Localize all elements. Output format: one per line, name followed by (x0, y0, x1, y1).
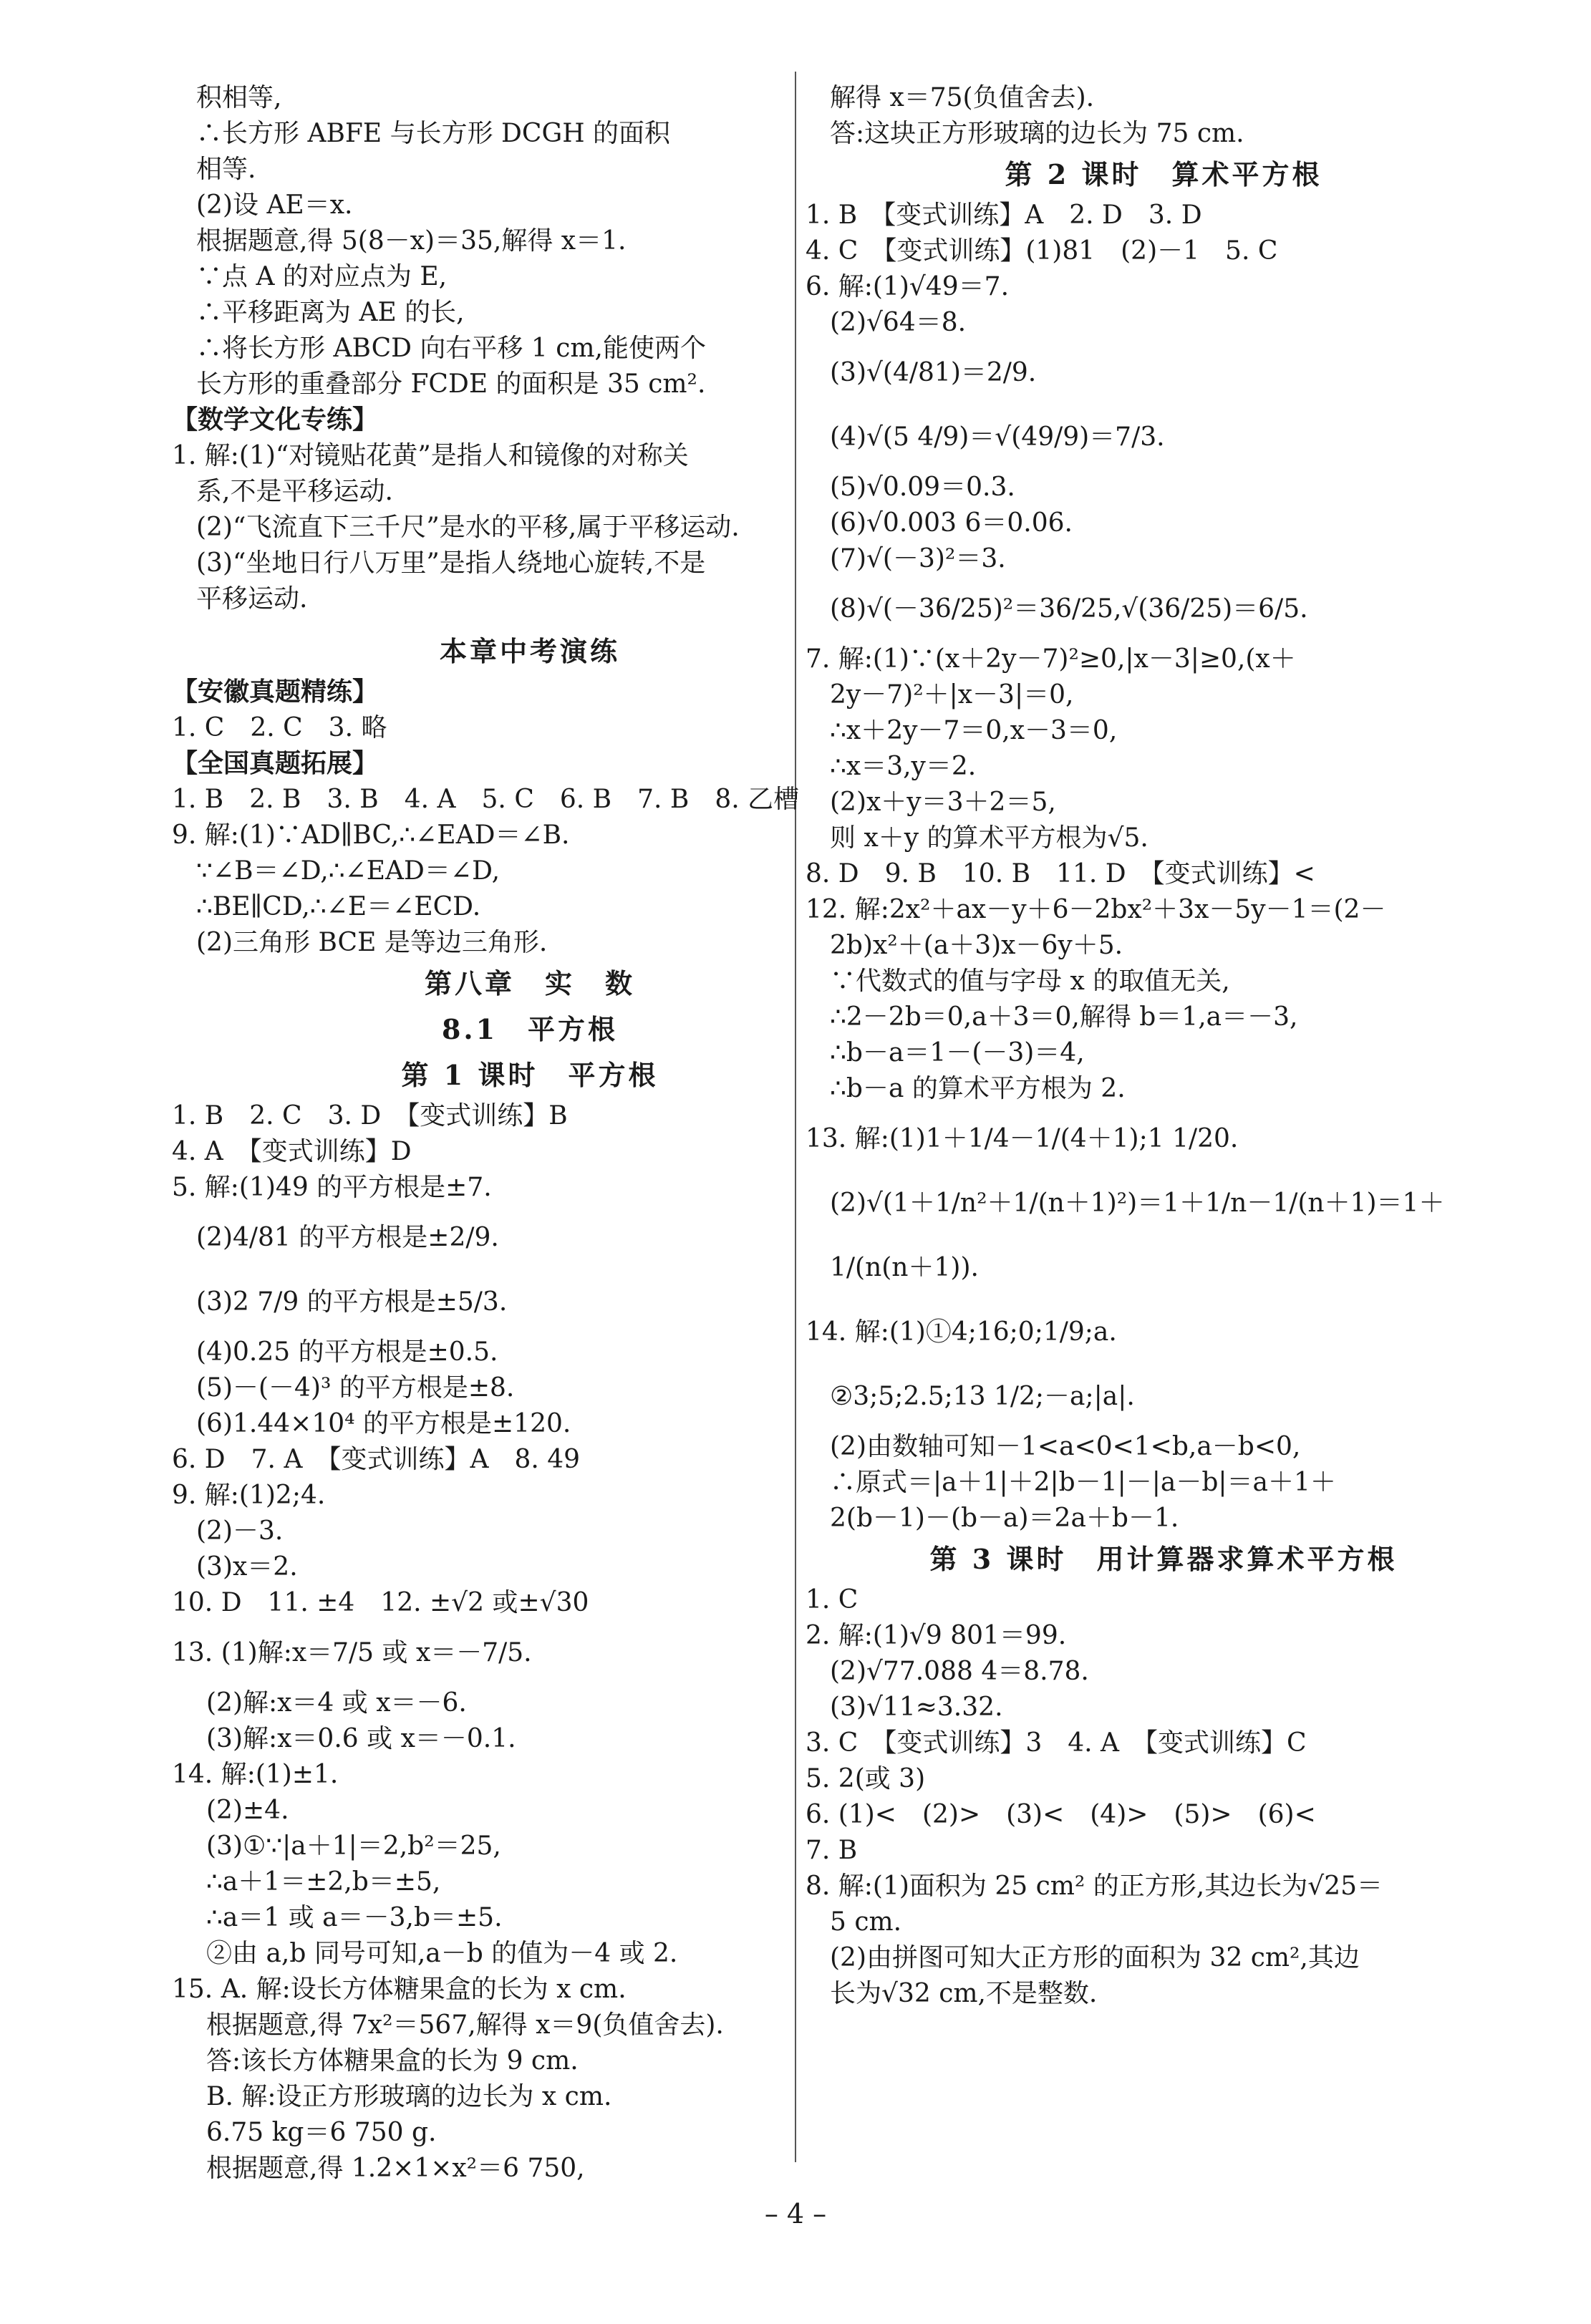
text-line: 解得 x＝75(负值舍去). (830, 83, 1095, 112)
text-line: 4. C 【变式训练】(1)81 (2)－1 5. C (806, 236, 1278, 266)
text-line: ∵代数式的值与字母 x 的取值无关, (830, 967, 1230, 996)
text-line: ∴x＝3,y＝2. (830, 752, 977, 781)
text-line: (3)“坐地日行八万里”是指人绕地心旋转,不是 (196, 548, 706, 578)
text-line: 相等. (196, 155, 256, 184)
text-line: (2)√64＝8. (830, 308, 967, 337)
text-line: (3)解:x＝0.6 或 x＝－0.1. (206, 1724, 516, 1753)
text-line: 1. C 2. C 3. 略 (172, 713, 387, 742)
lesson-heading: 第 3 课时 用计算器求算术平方根 (929, 1543, 1398, 1575)
text-line: 12. 解:2x²＋ax－y＋6－2bx²＋3x－5y－1＝(2－ (806, 895, 1386, 924)
text-line: 14. 解:(1)±1. (172, 1760, 339, 1789)
text-line: (2)设 AE＝x. (196, 190, 353, 220)
text-line: 3. C 【变式训练】3 4. A 【变式训练】C (806, 1728, 1307, 1758)
text-line: (2)由数轴可知－1<a<0<1<b,a－b<0, (830, 1432, 1301, 1461)
text-line: (2)三角形 BCE 是等边三角形. (196, 928, 548, 957)
text-line: (8)√(－36/25)²＝36/25,√(36/25)＝6/5. (830, 594, 1308, 624)
text-line: ∴x＋2y－7＝0,x－3＝0, (830, 716, 1118, 745)
text-line: (4)0.25 的平方根是±0.5. (196, 1337, 498, 1367)
text-line: (3)√11≈3.32. (830, 1693, 1003, 1722)
section-heading: 8.1 平方根 (441, 1013, 619, 1045)
text-line: 7. B (806, 1836, 858, 1865)
text-line: 2. 解:(1)√9 801＝99. (806, 1621, 1067, 1650)
text-line: 系,不是平移运动. (196, 477, 393, 506)
text-line: 答:该长方体糖果盒的长为 9 cm. (206, 2046, 579, 2076)
text-line: 2(b－1)－(b－a)＝2a＋b－1. (830, 1504, 1179, 1533)
chapter-heading: 第八章 实 数 (424, 967, 635, 999)
text-line: (2)－3. (196, 1516, 284, 1546)
left-column (172, 80, 888, 2187)
text-line: ∴平移距离为 AE 的长, (196, 298, 465, 327)
text-line: (2)解:x＝4 或 x＝－6. (206, 1688, 467, 1718)
text-line: ∴b－a＝1－(－3)＝4, (830, 1038, 1085, 1067)
text-line: 6. D 7. A 【变式训练】A 8. 49 (172, 1445, 581, 1474)
text-line: (6)√0.003 6＝0.06. (830, 508, 1073, 538)
text-line: ∴BE∥CD,∴∠E＝∠ECD. (196, 892, 481, 921)
section-heading: 【数学文化专练】 (172, 405, 379, 435)
text-line: (2)±4. (206, 1796, 289, 1825)
text-line: (3)x＝2. (196, 1552, 298, 1582)
text-line: 9. 解:(1)∵AD∥BC,∴∠EAD＝∠B. (172, 820, 570, 850)
text-line: 13. 解:(1)1＋1/4－1/(4＋1);1 1/20. (806, 1124, 1239, 1153)
text-line: 6. 解:(1)√49＝7. (806, 272, 1010, 301)
text-line: 4. A 【变式训练】D (172, 1137, 412, 1166)
text-line: 8. D 9. B 10. B 11. D 【变式训练】< (806, 859, 1315, 889)
chapter-heading: 本章中考演练 (439, 635, 620, 667)
text-line: ∴将长方形 ABCD 向右平移 1 cm,能使两个 (196, 334, 706, 363)
text-line: (3)①∵|a＋1|＝2,b²＝25, (206, 1831, 501, 1861)
text-line: (2)x＋y＝3＋2＝5, (830, 788, 1056, 817)
text-line: (6)1.44×10⁴ 的平方根是±120. (196, 1409, 571, 1438)
text-line: 根据题意,得 7x²＝567,解得 x＝9(负值舍去). (206, 2010, 724, 2040)
text-line: 根据题意,得 1.2×1×x²＝6 750, (206, 2154, 585, 2183)
text-line: ②由 a,b 同号可知,a－b 的值为－4 或 2. (206, 1939, 678, 1968)
section-heading: 【全国真题拓展】 (172, 749, 379, 778)
text-line: 2b)x²＋(a＋3)x－6y＋5. (830, 931, 1123, 960)
section-heading: 【安徽真题精练】 (172, 677, 379, 707)
text-line: 根据题意,得 5(8－x)＝35,解得 x＝1. (196, 226, 627, 256)
text-line: ∴长方形 ABFE 与长方形 DCGH 的面积 (196, 119, 671, 148)
text-line: (2)4/81 的平方根是±2/9. (196, 1223, 499, 1252)
text-line: 长为√32 cm,不是整数. (830, 1979, 1098, 2008)
text-line: 1/(n(n＋1)). (830, 1253, 979, 1282)
text-line: 15. A. 解:设长方体糖果盒的长为 x cm. (172, 1975, 627, 2004)
text-line: ②3;5;2.5;13 1/2;－a;|a|. (830, 1382, 1135, 1411)
text-line: ∴b－a 的算术平方根为 2. (830, 1074, 1126, 1103)
text-line: (4)√(5 4/9)＝√(49/9)＝7/3. (830, 422, 1165, 452)
text-line: ∵点 A 的对应点为 E, (196, 262, 448, 291)
text-line: 平移运动. (196, 584, 308, 614)
lesson-heading: 第 1 课时 平方根 (401, 1059, 659, 1091)
right-column (806, 80, 1522, 2012)
text-line: 6.75 kg＝6 750 g. (206, 2118, 437, 2147)
text-line: (2)√(1＋1/n²＋1/(n＋1)²)＝1＋1/n－1/(n＋1)＝1＋ (830, 1188, 1445, 1218)
text-line: 10. D 11. ±4 12. ±√2 或±√30 (172, 1588, 589, 1617)
text-line: (5)√0.09＝0.3. (830, 473, 1015, 502)
text-line: 长方形的重叠部分 FCDE 的面积是 35 cm². (196, 369, 706, 399)
text-line: ∴a＝1 或 a＝－3,b＝±5. (206, 1903, 503, 1932)
text-line: 1. B 2. C 3. D 【变式训练】B (172, 1101, 568, 1130)
text-line: 5 cm. (830, 1907, 902, 1937)
text-line: ∴a＋1＝±2,b＝±5, (206, 1867, 441, 1897)
text-line: 5. 2(或 3) (806, 1764, 926, 1793)
text-line: 1. C (806, 1585, 859, 1614)
text-line: ∴原式＝|a＋1|＋2|b－1|－|a－b|＝a＋1＋ (830, 1468, 1336, 1497)
text-line: 积相等, (196, 83, 282, 112)
text-line: ∴2－2b＝0,a＋3＝0,解得 b＝1,a＝－3, (830, 1002, 1298, 1032)
text-line: (3)2 7/9 的平方根是±5/3. (196, 1287, 508, 1317)
text-line: (5)－(－4)³ 的平方根是±8. (196, 1373, 515, 1403)
text-line: B. 解:设正方形玻璃的边长为 x cm. (206, 2082, 612, 2111)
text-line: 答:这块正方形玻璃的边长为 75 cm. (830, 119, 1244, 148)
text-line: (7)√(－3)²＝3. (830, 544, 1006, 573)
text-line: 13. (1)解:x＝7/5 或 x＝－7/5. (172, 1638, 532, 1667)
text-line: 6. (1)< (2)> (3)< (4)> (5)> (6)< (806, 1800, 1316, 1829)
lesson-heading: 第 2 课时 算术平方根 (1005, 158, 1322, 190)
text-line: (3)√(4/81)＝2/9. (830, 358, 1037, 387)
text-line: 则 x＋y 的算术平方根为√5. (830, 823, 1148, 853)
text-line: 9. 解:(1)2;4. (172, 1481, 326, 1510)
text-line: ∵∠B＝∠D,∴∠EAD＝∠D, (196, 856, 500, 886)
text-line: 5. 解:(1)49 的平方根是±7. (172, 1173, 492, 1202)
text-line: 14. 解:(1)①4;16;0;1/9;a. (806, 1317, 1117, 1347)
page-number: – 4 – (764, 2198, 827, 2229)
text-line: 1. 解:(1)“对镜贴花黄”是指人和镜像的对称关 (172, 441, 689, 470)
text-line: 1. B 【变式训练】A 2. D 3. D (806, 200, 1202, 230)
text-line: (2)由拼图可知大正方形的面积为 32 cm²,其边 (830, 1943, 1360, 1972)
text-line: (2)√77.088 4＝8.78. (830, 1657, 1089, 1686)
text-line: 7. 解:(1)∵(x＋2y－7)²≥0,|x－3|≥0,(x＋ (806, 644, 1296, 674)
text-line: (2)“飞流直下三千尺”是水的平移,属于平移运动. (196, 513, 740, 542)
text-line: 8. 解:(1)面积为 25 cm² 的正方形,其边长为√25＝ (806, 1872, 1383, 1901)
text-line: 1. B 2. B 3. B 4. A 5. C 6. B 7. B 8. 乙槽 (172, 785, 800, 814)
text-line: 2y－7)²＋|x－3|＝0, (830, 680, 1074, 710)
